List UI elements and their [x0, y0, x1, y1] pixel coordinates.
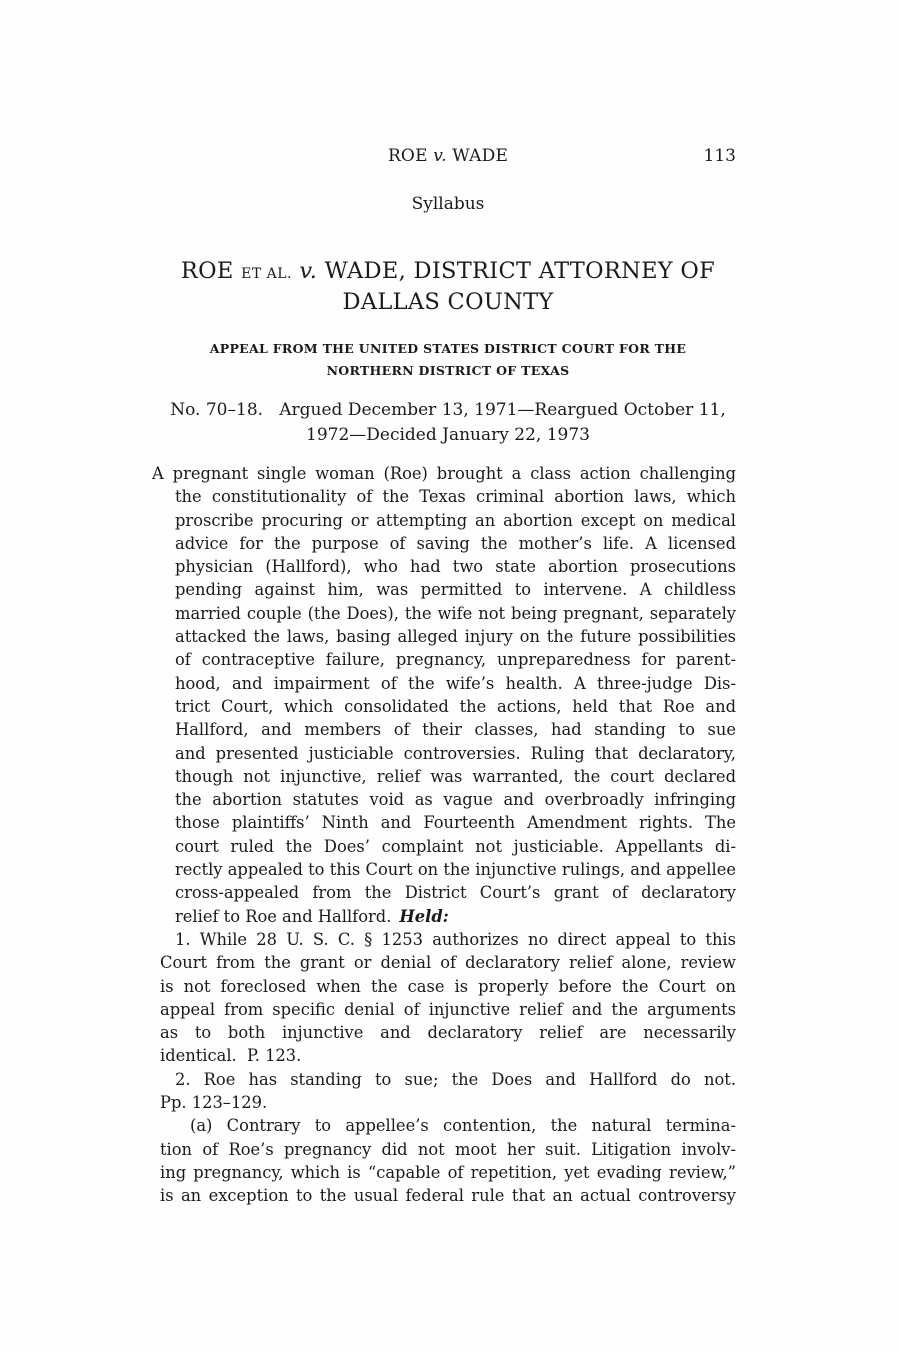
- held-label: Held:: [399, 906, 449, 926]
- body-line: advice for the purpose of saving the mother’s life. A licensed: [175, 533, 736, 553]
- holding-2a-line: ing pregnancy, which is “capable of repetition, yet evading review,”: [160, 1162, 736, 1182]
- docket-line-2: 1972—Decided January 22, 1973: [306, 425, 590, 445]
- case-title-small-caps: ET AL.: [241, 266, 292, 282]
- body-line: the constitutionality of the Texas criminal abortion laws, which: [175, 487, 736, 507]
- case-title-line-2: DALLAS COUNTY: [342, 289, 554, 315]
- running-title: [160, 146, 736, 166]
- body-line: cross-appealed from the District Court’s grant of declaratory: [175, 883, 736, 903]
- holding-2a-line: (a) Contrary to appellee’s contention, the natural termina-: [190, 1116, 736, 1136]
- running-title-versus: v.: [433, 146, 447, 166]
- holding-1-line: Court from the grant or denial of declaratory relief alone, review: [160, 953, 736, 973]
- case-title-part: WADE, DISTRICT ATTORNEY OF: [317, 258, 716, 284]
- holding-1-line: appeal from specific denial of injunctive relief and the arguments: [160, 999, 736, 1019]
- body-line: rectly appealed to this Court on the injunctive rulings, and appellee: [175, 860, 736, 880]
- running-header: [160, 146, 736, 170]
- body-line: A pregnant single woman (Roe) brought a class action challenging: [152, 464, 736, 483]
- running-title-part: WADE: [446, 146, 509, 166]
- running-title-part: ROE: [387, 146, 434, 166]
- body-line: proscribe procuring or attempting an abortion except on medical: [175, 510, 736, 530]
- body-line: of contraceptive failure, pregnancy, unpreparedness for parent-: [175, 650, 736, 670]
- body-line: physician (Hallford), who had two state abortion prosecutions: [175, 557, 736, 577]
- body-line: pending against him, was permitted to intervene. A childless: [175, 580, 736, 600]
- body-line: those plaintiffs’ Ninth and Fourteenth Amendment rights. The: [175, 813, 736, 833]
- body-line: attacked the laws, basing alleged injury on the future possibilities: [175, 627, 736, 647]
- body-line: though not injunctive, relief was warranted, the court declared: [175, 766, 736, 786]
- case-title: [160, 257, 736, 316]
- holding-1-line: identical. P. 123.: [160, 1046, 302, 1066]
- holding-1-line: as to both injunctive and declaratory relief are necessarily: [160, 1023, 736, 1043]
- docket-info: [160, 398, 736, 448]
- docket-line-1: No. 70–18. Argued December 13, 1971—Reargued October 11,: [170, 400, 726, 420]
- holding-2a-line: tion of Roe’s pregnancy did not moot her suit. Litigation involv-: [160, 1139, 736, 1159]
- section-label: Syllabus: [411, 194, 485, 214]
- holding-1-line: is not foreclosed when the case is properly before the Court on: [160, 976, 736, 996]
- body-line: court ruled the Does’ complaint not justiciable. Appellants di-: [175, 836, 736, 856]
- body-line: the abortion statutes void as vague and overbroadly infringing: [175, 790, 736, 810]
- case-title-line-1: [160, 257, 736, 288]
- body-line: and presented justiciable controversies. Ruling that declaratory,: [175, 743, 736, 763]
- body-line: trict Court, which consolidated the actions, held that Roe and: [175, 696, 736, 716]
- holding-1-line: 1. While 28 U. S. C. § 1253 authorizes no direct appeal to this: [175, 929, 736, 949]
- body-line: Hallford, and members of their classes, had standing to sue: [175, 720, 736, 740]
- holding-2-line: 2. Roe has standing to sue; the Does and Hallford do not.: [175, 1069, 736, 1089]
- page-number: 113: [703, 146, 736, 166]
- appeal-line-2: NORTHERN DISTRICT OF TEXAS: [326, 363, 570, 378]
- body-line-held: [160, 905, 736, 928]
- holding-2-line: Pp. 123–129.: [160, 1093, 268, 1113]
- body-line-text: relief to Roe and Hallford.: [175, 906, 392, 926]
- case-title-versus: v.: [291, 258, 318, 284]
- holding-2a-line: is an exception to the usual federal rule that an actual controversy: [160, 1186, 736, 1206]
- appeal-line-1: APPEAL FROM THE UNITED STATES DISTRICT COURT FOR THE: [209, 341, 687, 356]
- appeal-heading: [160, 338, 736, 382]
- body-line: married couple (the Does), the wife not being pregnant, separately: [175, 603, 736, 623]
- body-line: hood, and impairment of the wife’s health. A three-judge Dis-: [175, 673, 736, 693]
- case-title-part: ROE: [180, 258, 242, 284]
- syllabus-body: [152, 462, 736, 1208]
